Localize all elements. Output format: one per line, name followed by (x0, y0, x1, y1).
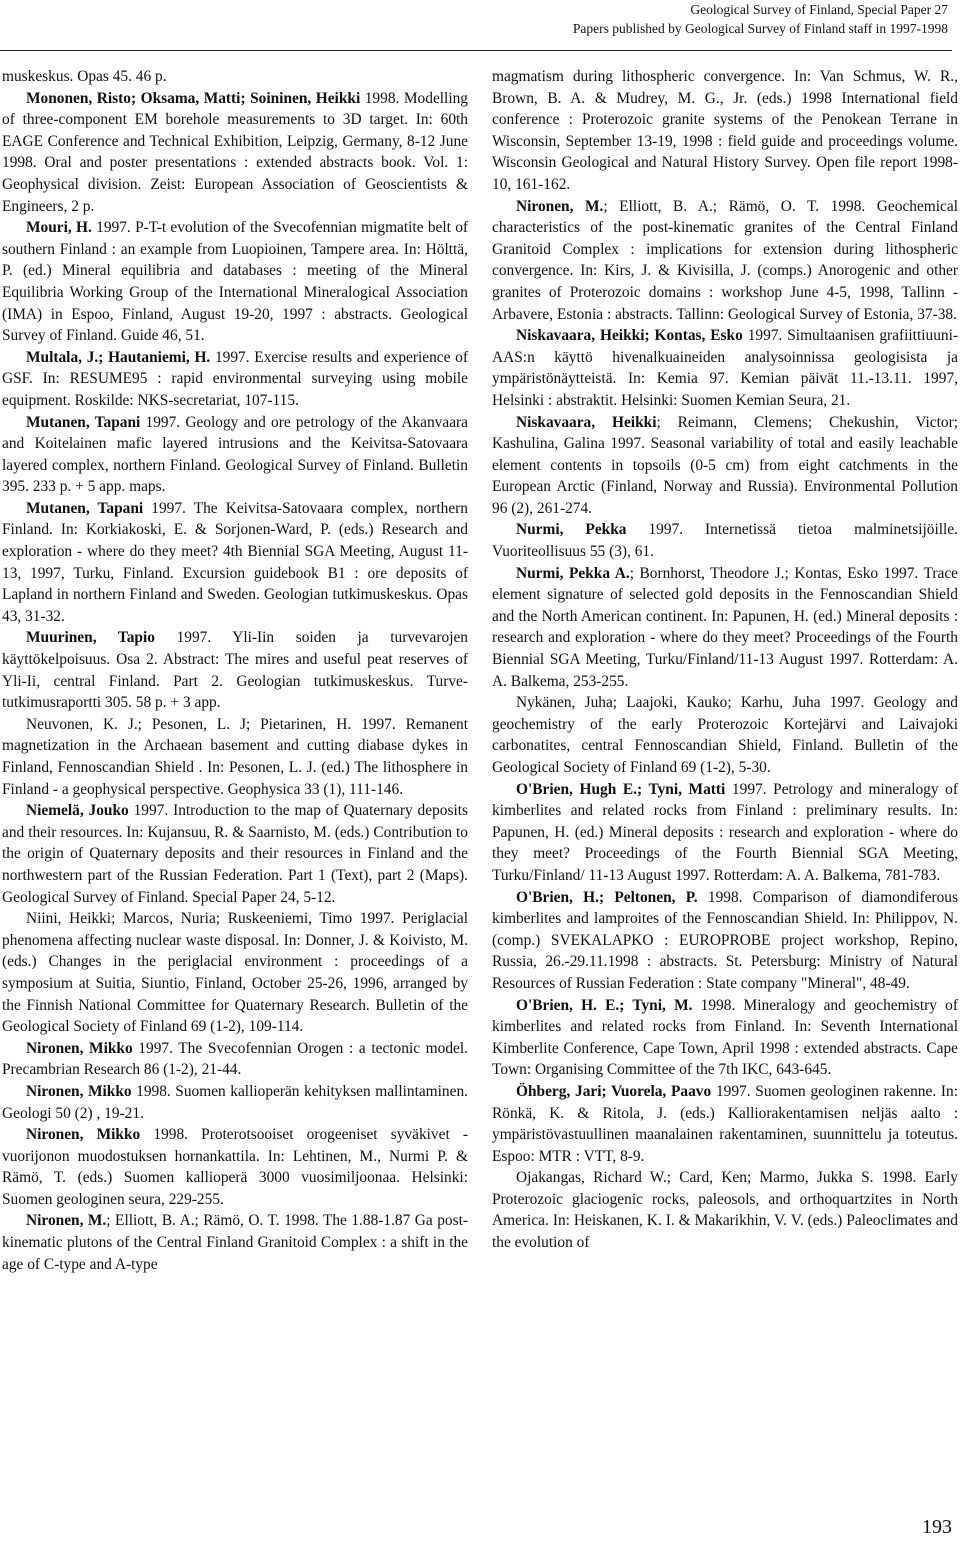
reference-entry (2, 1081, 468, 1124)
reference-authors: Multala, J.; Hautaniemi, H. (26, 348, 211, 366)
reference-entry (492, 1167, 958, 1253)
reference-authors: Mononen, Risto; Oksama, Matti; Soininen, Heikki (26, 89, 361, 107)
reference-authors: Nironen, M. (516, 197, 604, 215)
reference-text: 1997. Geology and ore petrology of the Akanvaara and Koitelainen mafic layered intrusions and the Keivitsa-Satovaara layered complex, northern Finland. Geological Survey of Finland. Bulletin 395. 233 p. + 5 app. maps. (2, 413, 468, 496)
header-series-title: Geological Survey of Finland, Special Paper 27 (690, 2, 948, 17)
header-subtitle: Papers published by Geological Survey of Finland staff in 1997-1998 (572, 21, 948, 36)
reference-entry (2, 627, 468, 713)
reference-text: 1997. Petrology and mineralogy of kimberlites and related rocks from Finland : preliminary results. In: Papunen, H. (ed.) Mineral deposits : research and exploration - where do they meet? Proceedings of the Fourth Biennial SGA Meeting, Turku/Finland/ 11-13 August 1997. Rotterdam: A. A. Balkema, 781-783. (492, 780, 958, 884)
reference-authors: Nurmi, Pekka A. (516, 564, 630, 582)
reference-authors: Nironen, M. (26, 1212, 107, 1230)
reference-text: 1998. Comparison of diamondiferous kimberlites and lamproites of the Fennoscandian Shield. In: Philippov, N. (comp.) SVEKALAPKO : EUROPROBE project workshop, Repino, Russia, 26.-29.11.1998 : abstracts. St. Petersburg: Ministry of Natural Resources of Russian Federation : State company "Mineral", 48-49. (492, 888, 958, 992)
reference-entry (2, 347, 468, 412)
reference-text: ; Bornhorst, Theodore J.; Kontas, Esko 1997. Trace element signature of selected gold deposits in the Fennoscandian Shield and the North American continent. In: Papunen, H. (ed.) Mineral deposits : research and exploration - where do they meet? Proceedings of the Fourth Biennial SGA Meeting, Turku/Finland/11-13 August 1997. Rotterdam: A. A. Balkema, 253-255. (492, 564, 958, 690)
right-column (492, 66, 958, 1254)
reference-entry (492, 692, 958, 778)
reference-entry (492, 66, 958, 196)
reference-authors: O'Brien, Hugh E.; Tyni, Matti (516, 780, 726, 798)
reference-authors: Nurmi, Pekka (516, 521, 627, 539)
reference-entry (492, 887, 958, 995)
running-header (428, 0, 948, 38)
reference-authors: Nironen, Mikko (26, 1082, 132, 1100)
reference-authors: O'Brien, H.; Peltonen, P. (516, 888, 698, 906)
reference-authors: Nironen, Mikko (26, 1039, 133, 1057)
reference-text: Niini, Heikki; Marcos, Nuria; Ruskeeniemi, Timo 1997. Periglacial phenomena affecting nuclear waste disposal. In: Donner, J. & Koivisto, M. (eds.) Changes in the periglacial environment : proceedings of a symposium at Suitia, Siuntio, Finland, October 25-26, 1996, arranged by the Finnish National Committee for Quaternary Research. Bulletin of the Geological Society of Finland 69 (1-2), 109-114. (2, 910, 468, 1036)
reference-entry (492, 1081, 958, 1167)
reference-text: 1997. Internetissä tietoa malminetsijöille. Vuoriteollisuus 55 (3), 61. (492, 521, 958, 561)
reference-authors: Niskavaara, Heikki; Kontas, Esko (516, 327, 743, 345)
reference-entry (492, 325, 958, 411)
reference-text: ; Elliott, B. A.; Rämö, O. T. 1998. Geochemical characteristics of the post-kinematic granites of the Central Finland Granitoid Complex : implications for extension during lithospheric convergence. In: Kirs, J. & Kivisilla, J. (comps.) Anorogenic and other granites of Proterozoic domains : workshop June 4-5, 1998, Tallinn - Arbavere, Estonia : abstracts. Tallinn: Geological Survey of Estonia, 37-38. (492, 197, 958, 323)
reference-entry (2, 800, 468, 908)
reference-text: 1997. Yli-Iin soiden ja turvevarojen käyttökelpoisuus. Osa 2. Abstract: The mires and useful peat reserves of Yli-Ii, central Finland. Part 2. Geologian tutkimuskeskus. Turve-tutkimusraportti 305. 58 p. + 3 app. (2, 629, 469, 712)
reference-authors: Mutanen, Tapani (26, 413, 141, 431)
reference-text: 1997. The Svecofennian Orogen : a tectonic model. Precambrian Research 86 (1-2), 21-44. (2, 1039, 468, 1079)
reference-entry (2, 1038, 468, 1081)
reference-entry (2, 88, 468, 218)
reference-text: 1997. P-T-t evolution of the Svecofennian migmatite belt of southern Finland : an example from Luopioinen, Tampere area. In: Hölttä, P. (ed.) Mineral equilibria and databases : meeting of the Mineral Equilibria Working Group of the International Mineralogical Association (IMA) in Espoo, Finland, August 19-20, 1997 : abstracts. Geological Survey of Finland. Guide 46, 51. (2, 219, 469, 345)
reference-entry (2, 1210, 468, 1275)
page-number: 193 (922, 1516, 952, 1538)
reference-entry (492, 196, 958, 326)
reference-entry (492, 519, 958, 562)
reference-text: ; Elliott, B. A.; Rämö, O. T. 1998. The 1.88-1.87 Ga post-kinematic plutons of the Central Finland Granitoid Complex : a shift in the age of C-type and A-type (2, 1212, 468, 1273)
reference-authors: Niemelä, Jouko (26, 802, 129, 820)
reference-authors: Muurinen, Tapio (26, 629, 155, 647)
reference-text: 1998. Modelling of three-component EM borehole measurements to 3D target. In: 60th EAGE Conference and Technical Exhibition, Leipzig, Germany, 8-12 June 1998. Oral and poster presentations : extended abstracts book. Vol. 1: Geophysical division. Zeist: European Association of Geoscientists & Engineers, 2 p. (2, 89, 469, 215)
reference-authors: Mouri, H. (26, 219, 92, 237)
reference-text: 1998. Mineralogy and geochemistry of kimberlites and related rocks from Finland. In: Seventh International Kimberlite Conference, Cape Town, April 1998 : extended abstracts. Cape Town: Organising Committee of the 7th IKC, 643-645. (492, 996, 958, 1079)
reference-text: Neuvonen, K. J.; Pesonen, L. J; Pietarinen, H. 1997. Remanent magnetization in the Archaean basement and cutting diabase dykes in Finland, Fennoscandian Shield . In: Pesonen, L. J. (ed.) The lithosphere in Finland - a geophysical perspective. Geophysica 33 (1), 111-146. (2, 715, 468, 798)
reference-text: 1998. Proterotsooiset orogeeniset syväkivet - vuorijonon muodostuksen hornankattila. In: Lehtinen, M., Nurmi P. & Rämö, T. (eds.) Suomen kallioperä 3000 vuosimiljoonaa. Helsinki: Suomen geologinen seura, 229-255. (2, 1126, 468, 1208)
reference-authors: Niskavaara, Heikki (516, 413, 657, 431)
reference-text: 1997. Simultaanisen grafiittiuuni-AAS:n käyttö hivenalkuaineiden analysoinnissa geologisista ja ympäristönäytteistä. In: Kemia 97. Kemian päivät 11.-13.11. 1997, Helsinki : abstraktit. Helsinki: Suomen Kemian Seura, 21. (492, 327, 958, 409)
reference-text: 1998. Suomen kallioperän kehityksen mallintaminen. Geologi 50 (2) , 19-21. (2, 1082, 468, 1122)
reference-entry (2, 714, 468, 800)
reference-entry (492, 412, 958, 520)
reference-text: magmatism during lithospheric convergence. In: Van Schmus, W. R., Brown, B. A. & Mudrey, M. G., Jr. (eds.) 1998 International field conference : Proterozoic granite systems of the Penokean Terrane in Wisconsin, September 13-19, 1998 : field guide and proceedings volume. Wisconsin Geological and Natural History Survey. Open file report 1998-10, 161-162. (492, 68, 958, 193)
reference-text: ; Reimann, Clemens; Chekushin, Victor; Kashulina, Galina 1997. Seasonal variability of total and easily leachable element contents in topsoils (0-5 cm) from eight catchments in the European Arctic (Finland, Norway and Russia). Environmental Pollution 96 (2), 261-274. (492, 413, 959, 517)
reference-text: Ojakangas, Richard W.; Card, Ken; Marmo, Jukka S. 1998. Early Proterozoic glaciogenic rocks, paleosols, and orthoquartzites in North America. In: Heiskanen, K. I. & Makarikhin, V. V. (eds.) Paleoclimates and the evolution of (492, 1169, 958, 1252)
reference-text: Nykänen, Juha; Laajoki, Kauko; Karhu, Juha 1997. Geology and geochemistry of the early Proterozoic Kortejärvi and Laivajoki carbonatites, central Fennoscandian Shield, Finland. Bulletin of the Geological Society of Finland 69 (1-2), 5-30. (492, 694, 958, 776)
reference-authors: Öhberg, Jari; Vuorela, Paavo (516, 1082, 712, 1100)
reference-authors: Nironen, Mikko (26, 1126, 141, 1144)
left-column (2, 66, 468, 1275)
reference-entry (2, 412, 468, 498)
reference-entry (2, 1124, 468, 1210)
reference-entry (2, 498, 468, 628)
reference-text: 1997. Suomen geologinen rakenne. In: Rönkä, K. & Ritola, J. (eds.) Kalliorakentamisen neljäs aalto : ympäristövastuullinen maanalainen rakentaminen, suunnittelu ja toteutus. Espoo: MTR : VTT, 8-9. (492, 1082, 958, 1165)
reference-text: muskeskus. Opas 45. 46 p. (2, 68, 167, 85)
reference-text: 1997. Exercise results and experience of GSF. In: RESUME95 : rapid environmental surveying using mobile equipment. Roskilde: NKS-secretariat, 107-115. (2, 348, 468, 409)
reference-authors: Mutanen, Tapani (26, 499, 144, 517)
reference-entry (2, 66, 468, 88)
reference-entry (2, 217, 468, 347)
reference-entry (492, 995, 958, 1081)
reference-text: 1997. Introduction to the map of Quaternary deposits and their resources. In: Kujansuu, R. & Saarnisto, M. (eds.) Contribution to the origin of Quaternary deposits and their resources in Finland and the northwestern part of the Russian Federation. Part 1 (Text), part 2 (Maps). Geological Survey of Finland. Special Paper 24, 5-12. (2, 802, 468, 906)
reference-text: 1997. The Keivitsa-Satovaara complex, northern Finland. In: Korkiakoski, E. & Sorjonen-Ward, P. (eds.) Research and exploration - where do they meet? 4th Biennial SGA Meeting, August 11-13, 1997, Turku, Finland. Excursion guidebook B1 : ore deposits of Lapland in northern Finland and Sweden. Geologian tutkimuskeskus. Opas 43, 31-32. (2, 499, 468, 625)
reference-entry (492, 563, 958, 693)
header-rule (0, 50, 952, 51)
reference-entry (492, 779, 958, 887)
reference-authors: O'Brien, H. E.; Tyni, M. (516, 996, 693, 1014)
reference-entry (2, 908, 468, 1038)
